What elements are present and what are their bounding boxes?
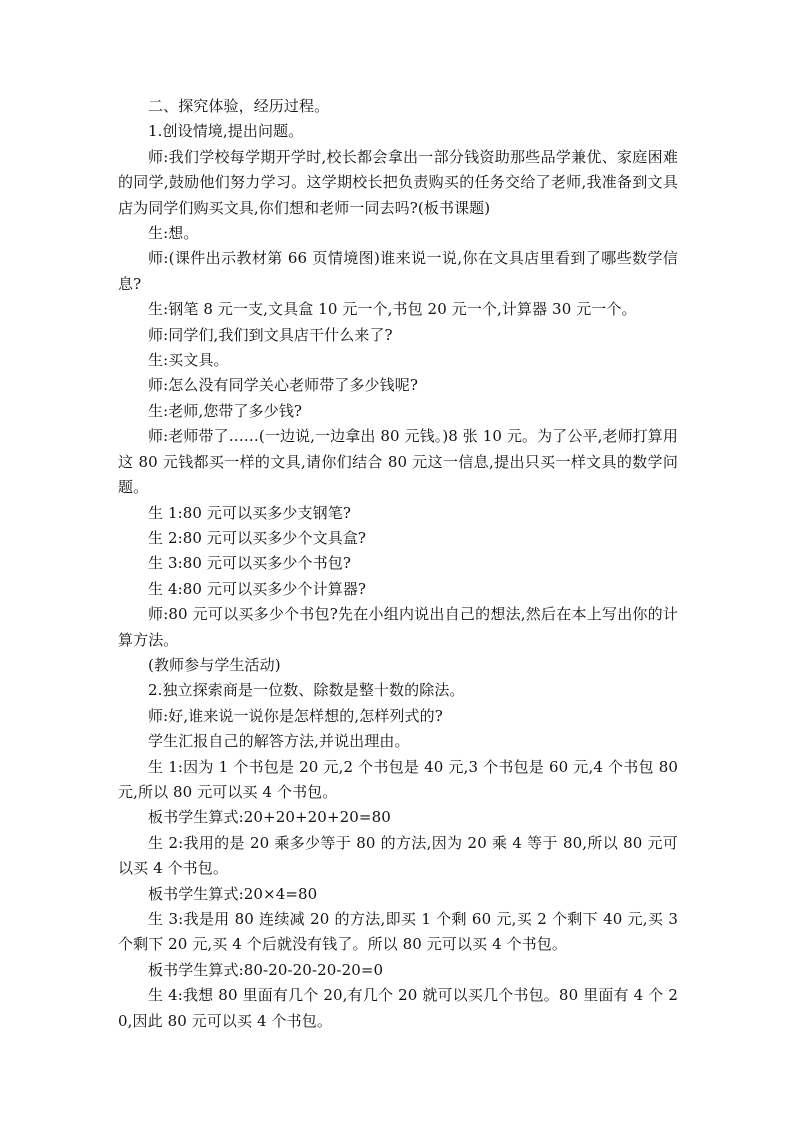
dialogue-paragraph: 师:好,谁来说一说你是怎样想的,怎样列式的? [148,706,443,725]
subsection-heading: 1.创设情境,提出问题。 [148,122,304,141]
dialogue-paragraph: 师:80 元可以买多少个书包?先在小组内说出自己的想法,然后在本上写出你的计算方法。 [118,605,678,649]
dialogue-paragraph: 师:我们学校每学期开学时,校长都会拿出一部分钱资助那些品学兼优、家庭困难的同学,鼓励他们努力学习。这学期校长把负责购买的任务交给了老师,我准备到文具店为同学们购买文具,你们想和老师一同去吗?(板书课题) [118,147,678,217]
board-equation: 板书学生算式:20+20+20+20=80 [148,808,391,827]
dialogue-paragraph: 生 2:80 元可以买多少个文具盒? [148,528,367,547]
dialogue-paragraph: 生:老师,您带了多少钱? [148,401,303,420]
dialogue-paragraph: 师:怎么没有同学关心老师带了多少钱呢? [148,376,418,395]
board-equation: 板书学生算式:20×4=80 [148,884,318,903]
dialogue-paragraph: 生 1:80 元可以买多少支钢笔? [148,503,351,522]
dialogue-paragraph: 师:同学们,我们到文具店干什么来了? [148,325,393,344]
dialogue-paragraph: 生 4:我想 80 里面有几个 20,有几个 20 就可以买几个书包。80 里面有 4 个 20,因此 80 元可以买 4 个书包。 [118,986,678,1030]
document-body [118,94,678,1034]
dialogue-paragraph: 生 4:80 元可以买多少个计算器? [148,579,367,598]
dialogue-paragraph: 生 1:因为 1 个书包是 20 元,2 个书包是 40 元,3 个书包是 60 元,4 个书包 80 元,所以 80 元可以买 4 个书包。 [118,757,678,801]
stage-note: (教师参与学生活动) [148,655,281,674]
dialogue-paragraph: 生 2:我用的是 20 乘多少等于 80 的方法,因为 20 乘 4 等于 80,所以 80 元可以买 4 个书包。 [118,833,678,878]
dialogue-paragraph: 生 3:我是用 80 连续减 20 的方法,即买 1 个剩 60 元,买 2 个剩下 40 元,买 3 个剩下 20 元,买 4 个后就没有钱了。所以 80 元可以买 4 个书包。 [118,910,678,954]
subsection-heading: 2.独立探索商是一位数、除数是整十数的除法。 [148,681,465,700]
dialogue-paragraph: 师:(课件出示教材第 66 页情境图)谁来说一说,你在文具店里看到了哪些数学信息? [118,249,678,293]
dialogue-paragraph: 生:钢笔 8 元一支,文具盒 10 元一个,书包 20 元一个,计算器 30 元一个。 [148,300,637,319]
narration-paragraph: 学生汇报自己的解答方法,并说出理由。 [148,732,410,751]
board-equation: 板书学生算式:80-20-20-20-20=0 [148,960,384,979]
dialogue-paragraph: 生:想。 [148,224,199,243]
dialogue-paragraph: 师:老师带了……(一边说,一边拿出 80 元钱。)8 张 10 元。为了公平,老师打算用这 80 元钱都买一样的文具,请你们结合 80 元这一信息,提出只买一样文具的数学问题。 [118,427,678,497]
section-heading: 二、探究体验，经历过程。 [148,97,330,115]
dialogue-paragraph: 生:买文具。 [148,351,229,370]
dialogue-paragraph: 生 3:80 元可以买多少个书包? [148,554,351,573]
